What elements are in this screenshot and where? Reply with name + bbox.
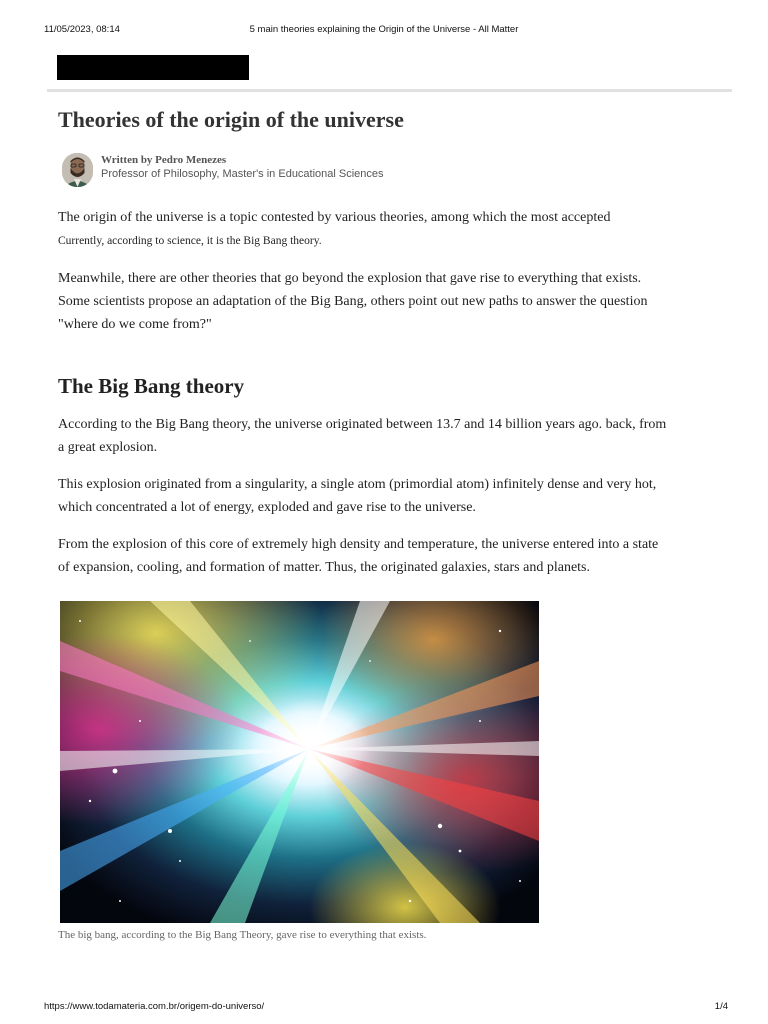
meanwhile-paragraph: Meanwhile, there are other theories that go beyond the explosion that gave rise to everything that exists. Some scientists propose an adaptation of the Big Bang, others point out new paths to answer the question "where do we come from?" xyxy=(58,271,648,332)
intro-line-2: Currently, according to science, it is the Big Bang theory. xyxy=(58,235,322,247)
article-title: Theories of the origin of the universe xyxy=(58,107,404,132)
article xyxy=(58,104,668,942)
section-heading-big-bang: The Big Bang theory xyxy=(58,374,245,398)
print-page-title: 5 main theories explaining the Origin of the Universe - All Matter xyxy=(249,24,519,35)
print-datetime: 11/05/2023, 08:14 xyxy=(44,24,120,35)
intro-line-1: The origin of the universe is a topic contested by various theories, among which the most accepted xyxy=(58,210,611,225)
site-logo[interactable] xyxy=(57,55,249,80)
print-url: https://www.todamateria.com.br/origem-do-universo/ xyxy=(44,1001,265,1012)
big-bang-paragraph-1: According to the Big Bang theory, the universe originated between 13.7 and 14 billion years ago. back, from a great explosion. xyxy=(58,417,667,455)
header-divider xyxy=(47,89,732,92)
author-block xyxy=(58,153,668,193)
big-bang-image xyxy=(60,601,539,923)
author-avatar[interactable] xyxy=(62,153,93,187)
author-name[interactable]: Written by Pedro Menezes xyxy=(101,154,227,166)
intro-paragraph xyxy=(58,206,668,253)
print-header xyxy=(44,24,724,38)
print-page-number: 1/4 xyxy=(714,1001,728,1012)
big-bang-paragraph-3: From the explosion of this core of extremely high density and temperature, the universe entered into a state of expansion, cooling, and formation of matter. Thus, the originated galaxies, stars and planets. xyxy=(58,537,659,575)
author-role: Professor of Philosophy, Master's in Educational Sciences xyxy=(101,168,384,180)
figure-caption: The big bang, according to the Big Bang Theory, gave rise to everything that exists. xyxy=(58,929,427,941)
big-bang-paragraph-2: This explosion originated from a singularity, a single atom (primordial atom) infinitely dense and very hot, which concentrated a lot of energy, exploded and gave rise to the universe. xyxy=(58,477,657,515)
big-bang-illustration xyxy=(60,601,539,923)
